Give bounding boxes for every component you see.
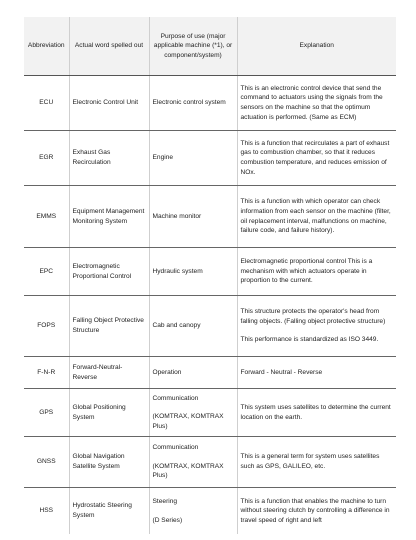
- table-row: [24, 296, 396, 357]
- explanation-text: This is a function with which operator can check information from each sensor on the machine (filter, oil replacement interval, malfunctions on machine, failure code, and failure history).: [240, 198, 391, 235]
- actual-word-cell: Hydrostatic Steering System: [69, 488, 149, 535]
- explanation-text: Electromagnetic proportional control This is a mechanism with which actuators operate in proportion to the current.: [240, 258, 373, 285]
- table-row: [24, 357, 396, 389]
- header-purpose: Purpose of use (major applicable machine (*1), or component/system): [149, 17, 237, 76]
- explanation-text: This performance is standardized as ISO 3449.: [240, 336, 379, 344]
- explanation-text: This system uses satellites to determine the current location on the earth.: [240, 403, 391, 421]
- paragraph-gap: [153, 507, 234, 516]
- paragraph-gap: [241, 326, 394, 335]
- explanation-text: This structure protects the operator's head from falling objects. (Falling object protective structure): [240, 308, 386, 325]
- purpose-cell: [149, 131, 237, 186]
- header-actual-word: Actual word spelled out: [69, 17, 149, 76]
- actual-word-cell: Equipment Management Monitoring System: [69, 186, 149, 248]
- actual-word-cell: Exhaust Gas Recirculation: [69, 131, 149, 186]
- actual-word-cell: Global Navigation Satellite System: [69, 437, 149, 488]
- purpose-cell: [149, 76, 237, 131]
- table-row: [24, 76, 396, 131]
- purpose-cell: [149, 437, 237, 488]
- purpose-cell: [149, 389, 237, 437]
- table-header-row: [24, 17, 396, 76]
- paragraph-gap: [153, 403, 234, 412]
- abbreviation-cell: F-N-R: [24, 357, 69, 389]
- actual-word-cell: Forward-Neutral-Reverse: [69, 357, 149, 389]
- header-abbreviation: Abbreviation: [24, 17, 69, 76]
- purpose-cell: [149, 248, 237, 296]
- abbreviation-cell: ECU: [24, 76, 69, 131]
- purpose-text: Electronic control system: [152, 99, 226, 107]
- abbreviation-table-container: [24, 17, 396, 534]
- purpose-text: Cab and canopy: [152, 322, 201, 330]
- purpose-cell: [149, 488, 237, 535]
- table-row: [24, 131, 396, 186]
- explanation-cell: [237, 186, 396, 248]
- actual-word-cell: Global Positioning System: [69, 389, 149, 437]
- purpose-cell: [149, 357, 237, 389]
- explanation-cell: [237, 131, 396, 186]
- abbreviation-cell: HSS: [24, 488, 69, 535]
- abbreviation-cell: GPS: [24, 389, 69, 437]
- abbreviation-table: [24, 17, 396, 534]
- explanation-cell: [237, 296, 396, 357]
- purpose-cell: [149, 186, 237, 248]
- table-row: [24, 186, 396, 248]
- abbreviation-cell: GNSS: [24, 437, 69, 488]
- purpose-text: Communication: [152, 444, 199, 452]
- explanation-text: This is a function that recirculates a part of exhaust gas to combustion chamber, so that it reduces combustion temperature, and reduces emission of NOx.: [240, 139, 390, 176]
- table-row: [24, 488, 396, 535]
- abbreviation-cell: EMMS: [24, 186, 69, 248]
- abbreviation-cell: EGR: [24, 131, 69, 186]
- purpose-text: Machine monitor: [152, 212, 202, 220]
- purpose-text: Engine: [152, 154, 174, 162]
- table-row: [24, 389, 396, 437]
- paragraph-gap: [153, 453, 234, 462]
- explanation-cell: [237, 357, 396, 389]
- explanation-cell: [237, 488, 396, 535]
- purpose-text: Steering: [152, 497, 178, 505]
- explanation-cell: [237, 389, 396, 437]
- purpose-text: Hydraulic system: [152, 267, 203, 275]
- explanation-text: This is an electronic control device that send the command to actuators using the signals from the sensors on the machine so that the optimum actuation is performed. (Same as ECM): [240, 84, 383, 121]
- purpose-text: (KOMTRAX, KOMTRAX Plus): [152, 413, 224, 430]
- actual-word-cell: Falling Object Protective Structure: [69, 296, 149, 357]
- abbreviation-cell: FOPS: [24, 296, 69, 357]
- purpose-text: (KOMTRAX, KOMTRAX Plus): [152, 462, 224, 480]
- purpose-text: Communication: [152, 394, 199, 402]
- table-row: [24, 248, 396, 296]
- actual-word-cell: Electronic Control Unit: [69, 76, 149, 131]
- purpose-cell: [149, 296, 237, 357]
- purpose-text: Operation: [152, 368, 182, 376]
- explanation-cell: [237, 76, 396, 131]
- explanation-text: This is a general term for system uses satellites such as GPS, GALILEO, etc.: [240, 453, 380, 470]
- actual-word-cell: Electromagnetic Proportional Control: [69, 248, 149, 296]
- abbreviation-cell: EPC: [24, 248, 69, 296]
- explanation-cell: [237, 437, 396, 488]
- explanation-cell: [237, 248, 396, 296]
- purpose-text: (D Series): [152, 516, 183, 524]
- table-row: [24, 437, 396, 488]
- explanation-text: Forward - Neutral - Reverse: [240, 368, 323, 376]
- header-explanation: Explanation: [237, 17, 396, 76]
- explanation-text: This is a function that enables the machine to turn without steering clutch by controlling a difference in travel speed of right and left: [240, 497, 390, 524]
